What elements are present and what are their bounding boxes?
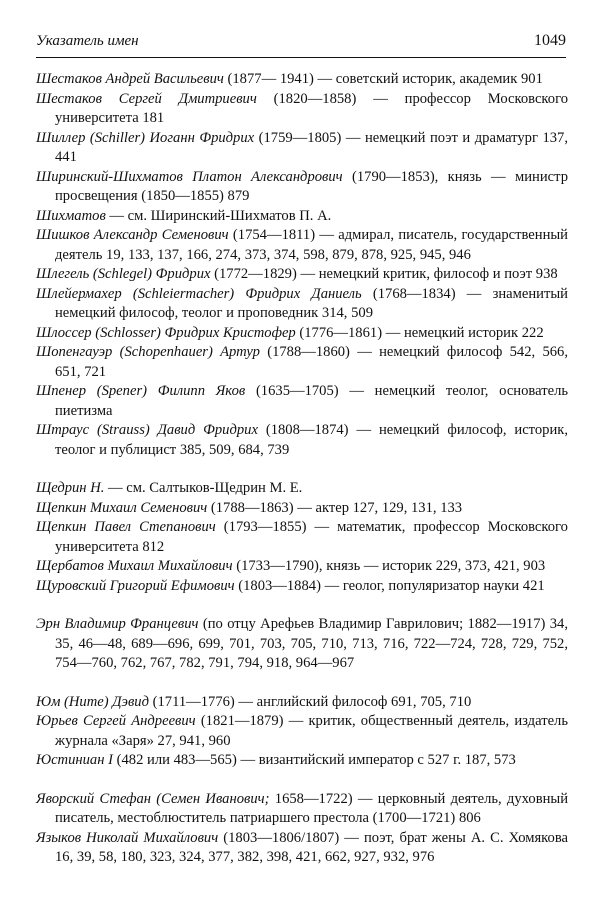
entry-name: Шестаков Андрей Васильевич bbox=[36, 71, 224, 87]
entry-name: Шестаков Сергей Дмитриевич bbox=[36, 90, 257, 107]
entry-name: Шлегель (Schlegel) Фридрих bbox=[36, 266, 211, 282]
index-entries bbox=[36, 70, 568, 868]
letter-gap bbox=[36, 596, 568, 615]
page-number: 1049 bbox=[534, 32, 566, 49]
entry-text: (1635—1705) — немецкий теолог, основатель пиетизма bbox=[55, 383, 569, 419]
index-entry bbox=[36, 343, 568, 382]
entry-name: Штраус (Strauss) Давид Фридрих bbox=[36, 422, 258, 438]
entry-text: (1790—1853), князь — министр просвещения (1850—1855) 879 bbox=[55, 168, 568, 204]
entry-name: Щепкин Павел Степанович bbox=[36, 519, 216, 535]
entry-text: (1772—1829) — немецкий критик, философ и поэт 938 bbox=[210, 266, 558, 282]
index-entry bbox=[36, 207, 568, 227]
index-entry bbox=[36, 285, 568, 324]
index-entry bbox=[36, 577, 568, 597]
entry-name: Щедрин Н. bbox=[36, 480, 105, 496]
letter-gap bbox=[36, 674, 568, 693]
entry-text: (1820—1858) — профессор Московского университета 181 bbox=[55, 90, 568, 126]
entry-text: (1759—1805) — немецкий поэт и драматург 137, 441 bbox=[55, 129, 568, 165]
entry-text: (1821—1879) — критик, общественный деятель, издатель журнала «Заря» 27, 941, 960 bbox=[55, 713, 568, 749]
entry-text: (1808—1874) — немецкий философ, историк, теолог и публицист 385, 509, 684, 739 bbox=[55, 422, 568, 458]
entry-name: Ширинский-Шихматов Платон Александрович bbox=[36, 168, 343, 185]
entry-name: Шлоссер (Schlosser) Фридрих Кристофер bbox=[36, 324, 296, 341]
index-entry bbox=[36, 499, 568, 519]
entry-name: Щербатов Михаил Михайлович bbox=[36, 558, 233, 574]
entry-name: Шопенгауэр (Schopenhauer) Артур bbox=[36, 344, 260, 360]
entry-text: (1754—1811) — адмирал, писатель, государственный деятель 19, 133, 137, 166, 274, 373, 374, 598, 879, 878, 925, 945, 946 bbox=[55, 227, 568, 263]
index-entry bbox=[36, 615, 568, 674]
running-header bbox=[36, 32, 566, 50]
index-entry bbox=[36, 479, 568, 499]
index-entry bbox=[36, 129, 568, 168]
entry-name: Щепкин Михаил Семенович bbox=[36, 499, 208, 516]
index-entry bbox=[36, 790, 568, 829]
entry-text: (1877— 1941) — советский историк, академик 901 bbox=[223, 71, 543, 87]
entry-name: Языков Николай Михайлович bbox=[36, 829, 219, 846]
index-entry bbox=[36, 518, 568, 557]
entry-text: (1793—1855) — математик, профессор Московского университета 812 bbox=[55, 519, 568, 555]
index-entry bbox=[36, 557, 568, 577]
entry-name: Юстиниан I bbox=[36, 752, 113, 768]
entry-text: (1803—1884) — геолог, популяризатор науки 421 bbox=[234, 577, 545, 594]
entry-name: Шишков Александр Семенович bbox=[36, 227, 229, 243]
index-entry bbox=[36, 712, 568, 751]
index-entry bbox=[36, 226, 568, 265]
index-entry bbox=[36, 70, 568, 90]
entry-name: Юрьев Сергей Андреевич bbox=[36, 713, 196, 729]
entry-name: Шиллер (Schiller) Иоганн Фридрих bbox=[36, 129, 255, 146]
entry-text: — см. Ширинский-Шихматов П. А. bbox=[105, 207, 332, 224]
index-entry bbox=[36, 693, 568, 713]
index-entry bbox=[36, 324, 568, 344]
index-entry bbox=[36, 90, 568, 129]
header-title: Указатель имен bbox=[36, 33, 139, 49]
index-entry bbox=[36, 751, 568, 771]
entry-text: (по отцу Арефьев Владимир Гаврилович; 1882—1917) 34, 35, 46—48, 689—696, 699, 701, 703, 705, 710, 713, 716, 722—724, 728, 729, 752, 754—760, 762, 767, 782, 791, 794, 918, 964—967 bbox=[55, 616, 568, 671]
entry-name: Юм (Hume) Дэвид bbox=[36, 693, 149, 710]
entry-name: Шпенер (Spener) Филипп Яков bbox=[36, 383, 246, 399]
letter-gap bbox=[36, 771, 568, 790]
entry-text: (1768—1834) — знаменитый немецкий философ, теолог и проповедник 314, 509 bbox=[55, 285, 568, 321]
entry-name: Яворский Стефан (Семен Иванович; bbox=[36, 790, 270, 807]
entry-text: (1776—1861) — немецкий историк 222 bbox=[295, 324, 544, 341]
index-entry bbox=[36, 829, 568, 868]
entry-text: (1803—1806/1807) — поэт, брат жены А. С. Хомякова 16, 39, 58, 180, 323, 324, 377, 382, 398, 421, 662, 927, 932, 976 bbox=[55, 829, 568, 865]
entry-text: (482 или 483—565) — византийский император с 527 г. 187, 573 bbox=[112, 752, 516, 768]
letter-gap bbox=[36, 460, 568, 479]
entry-text: (1788—1863) — актер 127, 129, 131, 133 bbox=[207, 499, 463, 516]
entry-name: Эрн Владимир Францевич bbox=[36, 616, 199, 632]
header-rule bbox=[36, 57, 566, 58]
index-entry bbox=[36, 382, 568, 421]
index-entry bbox=[36, 265, 568, 285]
entry-name: Шлейермахер (Schleiermacher) Фридрих Даниель bbox=[36, 285, 362, 302]
index-entry bbox=[36, 168, 568, 207]
entry-name: Щуровский Григорий Ефимович bbox=[36, 577, 235, 594]
entry-text: (1788—1860) — немецкий философ 542, 566, 651, 721 bbox=[55, 344, 568, 380]
entry-text: — см. Салтыков-Щедрин М. Е. bbox=[104, 480, 303, 496]
entry-text: (1711—1776) — английский философ 691, 705, 710 bbox=[148, 693, 472, 710]
entry-text: (1733—1790), князь — историк 229, 373, 421, 903 bbox=[232, 558, 546, 574]
index-entry bbox=[36, 421, 568, 460]
entry-name: Шихматов bbox=[36, 207, 106, 224]
entry-text: 1658—1722) — церковный деятель, духовный писатель, местоблюститель патриаршего престола (1700—1721) 806 bbox=[55, 790, 569, 826]
